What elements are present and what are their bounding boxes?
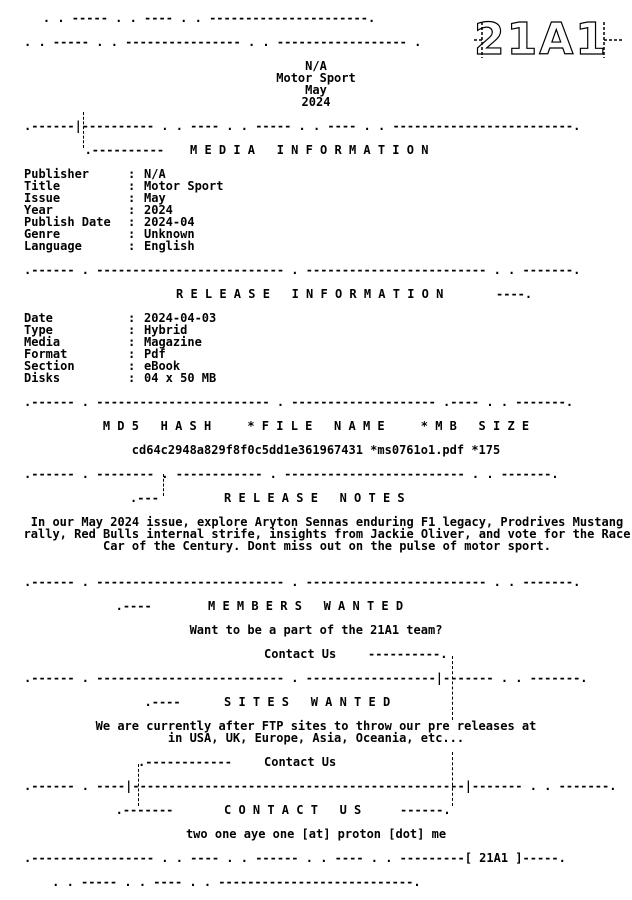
media-key: Issue xyxy=(24,191,61,205)
media-sep: : xyxy=(128,203,143,217)
release-title-issue: May xyxy=(305,83,327,97)
ascii-media-lead: .---------- xyxy=(34,143,165,157)
ascii-divider-g: .------ . ----|----------------------------------------------|------- . . -------. xyxy=(24,779,617,793)
ascii-connector-vertical xyxy=(452,656,453,720)
members-contact-link[interactable]: Contact Us xyxy=(264,647,337,661)
media-key: Language xyxy=(24,239,82,253)
media-info-table xyxy=(24,168,223,252)
hash-line: cd64c2948a829f8f0c5dd1e361967431 *ms0761o1.pdf *175 xyxy=(131,443,501,457)
media-value: N/A xyxy=(144,167,166,181)
media-row xyxy=(24,192,223,204)
media-value: Unknown xyxy=(144,227,195,241)
ascii-connector-vertical xyxy=(163,474,164,496)
ascii-divider-footer: .----------------- . . ---- . . ------ . . ---- . . ---------[ 21A1 ]-----. xyxy=(24,851,566,865)
release-key: Format xyxy=(24,347,68,361)
contact-address: two one aye one [at] proton [dot] me xyxy=(185,827,447,841)
members-heading: M E M B E R S W A N T E D xyxy=(208,599,404,613)
ascii-footer-bottom: . . ----- . . ---- . . ---------------------------. xyxy=(16,875,421,889)
ascii-divider-a: .------|---------- . . ---- . . ----- . . ---- . . -------------------------. xyxy=(24,119,581,133)
media-sep: : xyxy=(128,167,143,181)
ascii-contact-trail: ------. xyxy=(400,803,451,817)
media-key: Genre xyxy=(24,227,61,241)
media-key: Title xyxy=(24,179,61,193)
media-value: 2024 xyxy=(144,203,173,217)
ascii-header-top: . . ----- . . ---- . . ----------------------. xyxy=(14,11,376,25)
release-key: Date xyxy=(24,311,53,325)
logo-outline-icon xyxy=(474,14,624,65)
sites-text-line2: in USA, UK, Europe, Asia, Oceania, etc... xyxy=(167,731,465,745)
media-value: English xyxy=(144,239,195,253)
ascii-notes-lead: .--- xyxy=(0,491,159,505)
release-info-heading: R E L E A S E I N F O R M A T I O N xyxy=(176,287,444,301)
release-key: Disks xyxy=(24,371,61,385)
media-sep: : xyxy=(128,179,143,193)
ascii-divider-b: .------ . -------------------------- . ------------------------- . . -------. xyxy=(24,263,581,277)
ascii-contact-lead: .------- xyxy=(0,803,174,817)
media-sep: : xyxy=(128,215,143,229)
ascii-header-mid: . . ----- . . ---------------- . . ------------------ . xyxy=(24,35,422,49)
media-value: Motor Sport xyxy=(144,179,224,193)
hash-heading: M D 5 H A S H * F I L E N A M E * M B S I Z E xyxy=(102,419,530,433)
release-key: Media xyxy=(24,335,61,349)
ascii-divider-d: .------ . -------- . ------------ . ------------------------- . . -------. xyxy=(24,467,559,481)
ascii-sites-contact-lead: .------------ xyxy=(138,755,232,769)
release-sep: : xyxy=(128,371,143,385)
ascii-sites-lead: .---- xyxy=(0,695,181,709)
notes-heading: R E L E A S E N O T E S xyxy=(224,491,405,505)
release-value: Magazine xyxy=(144,335,202,349)
sites-contact-link[interactable]: Contact Us xyxy=(264,755,337,769)
release-sep: : xyxy=(128,323,143,337)
release-sep: : xyxy=(128,335,143,349)
release-info-table xyxy=(24,312,216,384)
media-value: 2024-04 xyxy=(144,215,195,229)
release-value: 04 x 50 MB xyxy=(144,371,217,385)
logo-text: 21A1 xyxy=(474,14,608,65)
release-key: Type xyxy=(24,323,53,337)
release-value: eBook xyxy=(144,359,181,373)
media-heading: M E D I A I N F O R M A T I O N xyxy=(190,143,429,157)
ascii-divider-f: .------ . -------------------------- . ------------------|------- . . -------. xyxy=(24,671,588,685)
ascii-members-lead: .---- xyxy=(0,599,152,613)
members-question: Want to be a part of the 21A1 team? xyxy=(189,623,443,637)
release-title-year: 2024 xyxy=(301,95,331,109)
release-notes-text: In our May 2024 issue, explore Aryton Sennas enduring F1 legacy, Prodrives Mustang rally, Red Bulls internal strife, insights from Jackie Oliver, and vote for the Race Car of the Century. Dont miss out on the pulse of motor sport. xyxy=(23,515,631,553)
media-sep: : xyxy=(128,191,143,205)
ascii-divider-e: .------ . -------------------------- . ------------------------- . . -------. xyxy=(24,575,581,589)
release-sep: : xyxy=(128,311,143,325)
media-key: Publish Date xyxy=(24,215,111,229)
ascii-release-tail: ----. xyxy=(496,287,533,301)
release-sep: : xyxy=(128,359,143,373)
media-row xyxy=(24,240,223,252)
release-row xyxy=(24,372,216,384)
sites-heading: S I T E S W A N T E D xyxy=(224,695,391,709)
release-title-publisher: N/A xyxy=(305,59,327,73)
media-value: May xyxy=(144,191,166,205)
logo-21a1 xyxy=(474,14,624,65)
ascii-contact-tail: ----------. xyxy=(368,647,448,661)
media-sep: : xyxy=(128,227,143,241)
ascii-divider-c: .------ . ------------------------ . -------------------- .---- . . -------. xyxy=(24,395,574,409)
media-key: Year xyxy=(24,203,53,217)
release-value: 2024-04-03 xyxy=(144,311,217,325)
media-key: Publisher xyxy=(24,167,90,181)
release-title-name: Motor Sport xyxy=(276,71,356,85)
release-sep: : xyxy=(128,347,143,361)
release-key: Section xyxy=(24,359,75,373)
release-value: Hybrid xyxy=(144,323,188,337)
sites-text-line1: We are currently after FTP sites to throw our pre releases at xyxy=(95,719,537,733)
media-sep: : xyxy=(128,239,143,253)
contact-heading: C O N T A C T U S xyxy=(224,803,362,817)
release-value: Pdf xyxy=(144,347,166,361)
